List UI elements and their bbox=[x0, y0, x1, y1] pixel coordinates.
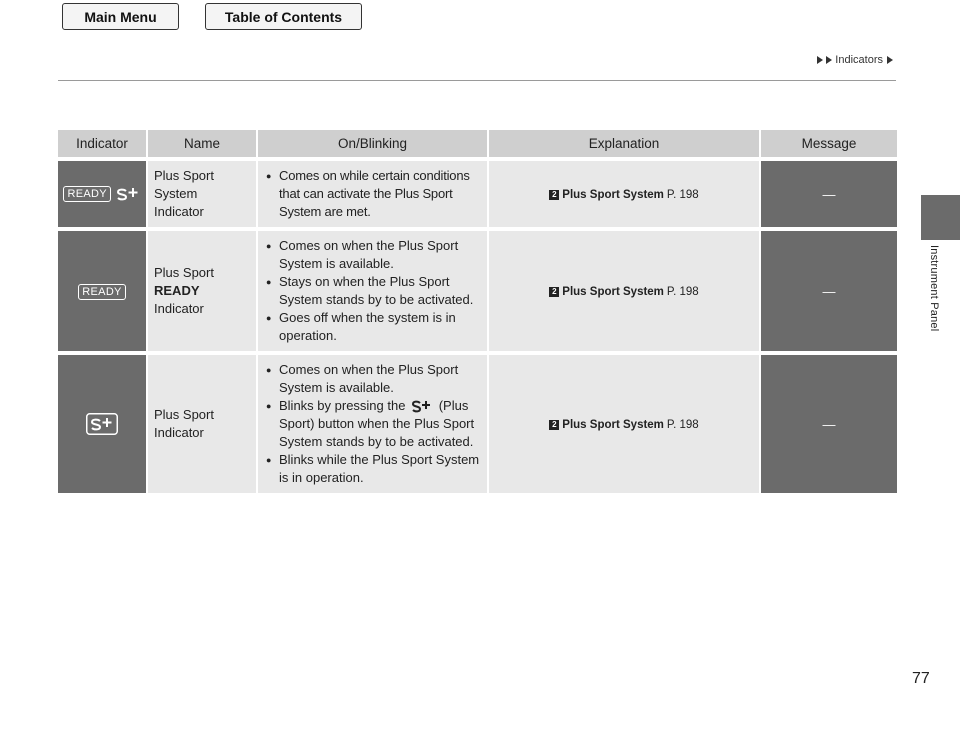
table-row bbox=[58, 351, 897, 493]
xref-arrow-icon: 2 bbox=[549, 190, 559, 200]
xref-title: Plus Sport System bbox=[562, 188, 664, 201]
table-header-row bbox=[58, 130, 897, 157]
breadcrumb-arrow-icon bbox=[887, 56, 893, 64]
bullet-item: ● Comes on when the Plus Sport System is available. bbox=[266, 237, 481, 273]
plus-sport-icon bbox=[115, 185, 141, 203]
section-tab bbox=[921, 195, 960, 240]
plus-sport-button-icon bbox=[411, 399, 433, 415]
name-line: Plus Sport bbox=[154, 407, 214, 422]
ready-badge-icon: READY bbox=[78, 284, 125, 300]
table-of-contents-button[interactable]: Table of Contents bbox=[205, 3, 362, 30]
indicator-cell bbox=[58, 157, 148, 227]
name-cell bbox=[148, 351, 258, 493]
message-text: — bbox=[822, 186, 836, 202]
on-blinking-cell bbox=[258, 227, 489, 351]
header-message: Message bbox=[761, 130, 897, 157]
explanation-cell bbox=[489, 227, 761, 351]
header-explanation: Explanation bbox=[489, 130, 761, 157]
xref-link[interactable] bbox=[549, 286, 698, 298]
message-text: — bbox=[822, 283, 836, 299]
plus-sport-icon bbox=[86, 413, 118, 435]
name-line: Indicator bbox=[154, 425, 204, 440]
message-cell bbox=[761, 157, 897, 227]
name-line: Indicator bbox=[154, 301, 204, 316]
header-name: Name bbox=[148, 130, 258, 157]
xref-title: Plus Sport System bbox=[562, 418, 664, 431]
xref-arrow-icon: 2 bbox=[549, 287, 559, 297]
breadcrumb-current[interactable]: Indicators bbox=[835, 54, 883, 66]
explanation-cell bbox=[489, 351, 761, 493]
indicator-cell bbox=[58, 227, 148, 351]
breadcrumb-arrow-icon bbox=[817, 56, 823, 64]
bullet-item: ● Comes on while certain conditions that can activate the Plus Sport System are met. bbox=[266, 167, 481, 221]
breadcrumb-arrow-icon bbox=[826, 56, 832, 64]
explanation-cell bbox=[489, 157, 761, 227]
xref-page: P. 198 bbox=[666, 285, 699, 298]
on-blinking-cell bbox=[258, 157, 489, 227]
header-rule bbox=[58, 80, 896, 81]
name-cell bbox=[148, 157, 258, 227]
bullet-item bbox=[266, 397, 481, 451]
bullet-text: Blinks by pressing the bbox=[279, 398, 406, 413]
bullet-item: ● Goes off when the system is in operation. bbox=[266, 309, 481, 345]
bullet-item: ● Comes on when the Plus Sport System is available. bbox=[266, 361, 481, 397]
message-cell bbox=[761, 351, 897, 493]
xref-arrow-icon: 2 bbox=[549, 420, 559, 430]
name-line: System bbox=[154, 186, 198, 201]
indicator-table bbox=[58, 130, 897, 493]
ready-badge-icon: READY bbox=[63, 186, 110, 202]
xref-title: Plus Sport System bbox=[562, 285, 664, 298]
section-tab-label: Instrument Panel bbox=[928, 245, 940, 332]
table-row bbox=[58, 157, 897, 227]
bullet-item: ● Stays on when the Plus Sport System stands by to be activated. bbox=[266, 273, 481, 309]
xref-link[interactable] bbox=[549, 189, 698, 201]
on-blinking-cell bbox=[258, 351, 489, 493]
header-indicator: Indicator bbox=[58, 130, 148, 157]
name-line: READY bbox=[154, 283, 200, 298]
bullet-item: ● Blinks while the Plus Sport System is in operation. bbox=[266, 451, 481, 487]
xref-link[interactable] bbox=[549, 419, 698, 431]
name-cell bbox=[148, 227, 258, 351]
message-text: — bbox=[822, 416, 836, 432]
page-number: 77 bbox=[912, 670, 930, 687]
name-line: Plus Sport bbox=[154, 265, 214, 280]
name-line: Indicator bbox=[154, 204, 204, 219]
table-row bbox=[58, 227, 897, 351]
bullet-text: (Plus Sport) button when the Plus Sport System stands by to be activated. bbox=[279, 398, 475, 449]
header-on-blinking: On/Blinking bbox=[258, 130, 489, 157]
name-line: Plus Sport bbox=[154, 168, 214, 183]
main-menu-button[interactable]: Main Menu bbox=[62, 3, 179, 30]
xref-page: P. 198 bbox=[666, 188, 699, 201]
breadcrumb bbox=[817, 54, 894, 66]
xref-page: P. 198 bbox=[666, 418, 699, 431]
indicator-cell bbox=[58, 351, 148, 493]
message-cell bbox=[761, 227, 897, 351]
